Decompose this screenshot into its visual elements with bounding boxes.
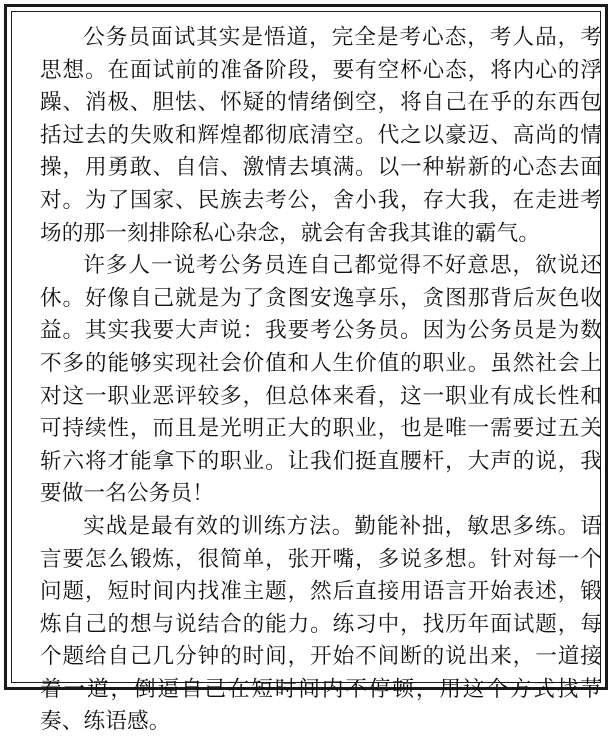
paragraph-1: 公务员面试其实是悟道，完全是考心态，考人品，考思想。在面试前的准备阶段，要有空杯心态，将内心的浮躁、消极、胆怯、怀疑的情绪倒空，将自己在乎的东西包括过去的失败和辉煌都彻底清空。代之以豪迈、高尚的情操，用勇敢、自信、激情去填满。以一种崭新的心态去面对。为了国家、民族去考公，舍小我，存大我，在走进考场的那一刻排除私心杂念，就会有舍我其谁的霸气。: [40, 25, 602, 246]
document-body: [40, 22, 602, 739]
paragraph-2: 许多人一说考公务员连自己都觉得不好意思，欲说还休。好像自己就是为了贪图安逸享乐，贪图那背后灰色收益。其实我要大声说：我要考公务员。因为公务员是为数不多的能够实现社会价值和人生价值的职业。虽然社会上对这一职业恶评较多，但总体来看，这一职业有成长性和可持续性，而且是光明正大的职业，也是唯一需要过五关斩六将才能拿下的职业。让我们挺直腰杆，大声的说，我要做一名公务员！: [40, 253, 602, 507]
paragraph-3: 实战是最有效的训练方法。勤能补拙，敏思多练。语言要怎么锻炼，很简单，张开嘴，多说多想。针对每一个问题，短时间内找准主题，然后直接用语言开始表述，锻炼自己的想与说结合的能力。练习中，找历年面试题，每个题给自己几分钟的时间，开始不间断的说出来，一道接着一道，倒逼自己在短时间内不停顿，用这个方式找节奏、练语感。: [40, 513, 602, 735]
inner-border-frame: [11, 11, 602, 735]
